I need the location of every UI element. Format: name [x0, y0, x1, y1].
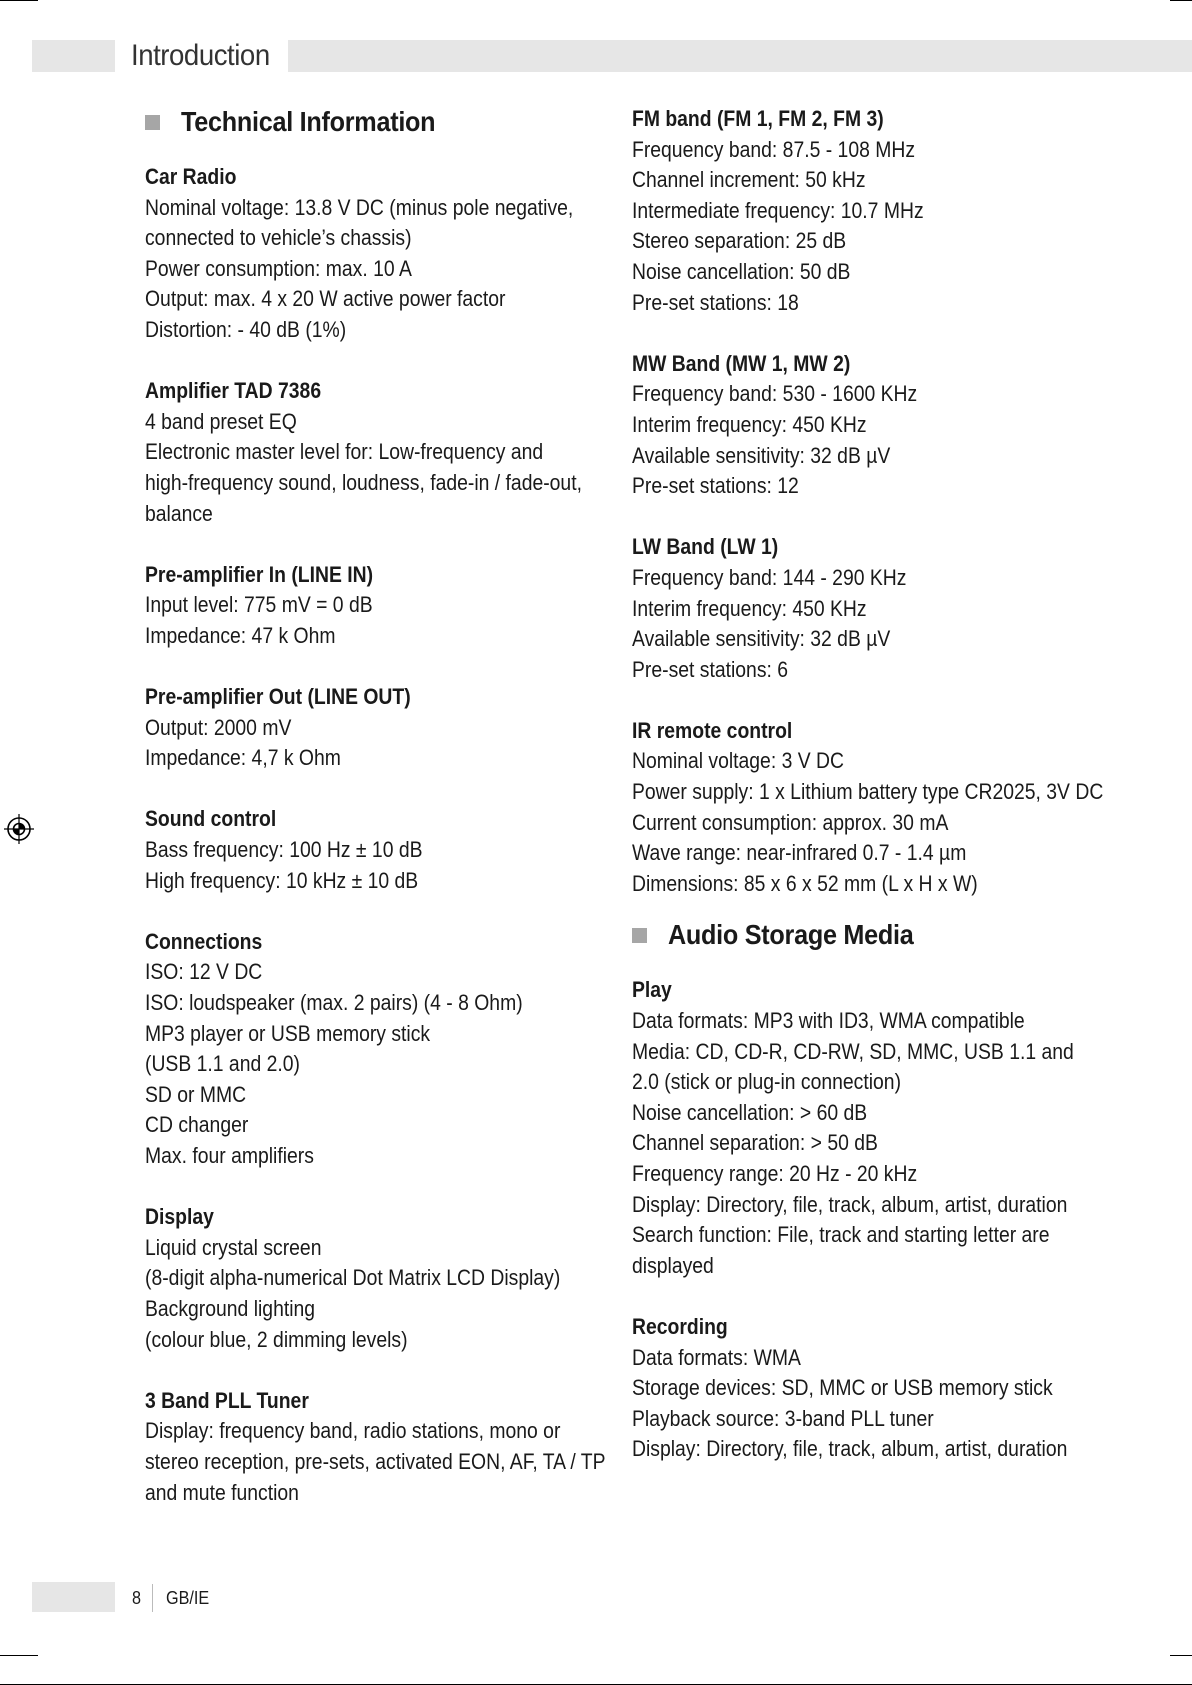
bullet-square-icon: [632, 928, 647, 943]
spec-line: Impedance: 47 k Ohm: [145, 622, 336, 648]
spec-line: Noise cancellation: > 60 dB: [632, 1099, 868, 1125]
spec-line: Data formats: WMA: [632, 1344, 801, 1370]
spec-line: Liquid crystal screen: [145, 1234, 322, 1260]
spec-block-title: Sound control: [145, 806, 277, 832]
spec-line: Current consumption: approx. 30 mA: [632, 809, 949, 835]
spec-line: MP3 player or USB memory stick: [145, 1020, 431, 1046]
crop-mark: [0, 1655, 38, 1656]
spec-line: and mute function: [145, 1479, 299, 1505]
spec-line: Playback source: 3-band PLL tuner: [632, 1405, 934, 1431]
left-column: [145, 100, 615, 1508]
spec-line: ISO: 12 V DC: [145, 959, 263, 985]
spec-line: SD or MMC: [145, 1081, 247, 1107]
spec-line: 2.0 (stick or plug-in connection): [632, 1069, 902, 1095]
spec-line: Dimensions: 85 x 6 x 52 mm (L x H x W): [632, 870, 978, 896]
spec-block: [632, 1312, 1092, 1465]
spec-line: displayed: [632, 1252, 714, 1278]
region-code: GB/IE: [166, 1588, 210, 1608]
spec-line: high-frequency sound, loudness, fade-in / fade-out,: [145, 469, 582, 495]
spec-line: Available sensitivity: 32 dB µV: [632, 442, 891, 468]
spec-block-title: Amplifier TAD 7386: [145, 378, 322, 404]
spec-block: [145, 1386, 615, 1508]
header-bar: [32, 40, 115, 72]
spec-line: Electronic master level for: Low-frequency and: [145, 439, 544, 465]
spec-block-title: Connections: [145, 928, 263, 954]
spec-line: Channel separation: > 50 dB: [632, 1130, 878, 1156]
spec-block: [145, 376, 615, 529]
spec-line: Power supply: 1 x Lithium battery type CR2025, 3V DC: [632, 779, 1104, 805]
spec-block-title: MW Band (MW 1, MW 2): [632, 350, 851, 376]
spec-block-title: FM band (FM 1, FM 2, FM 3): [632, 106, 884, 131]
spec-line: Pre-set stations: 18: [632, 289, 799, 315]
spec-line: Output: 2000 mV: [145, 714, 292, 740]
spec-line: Frequency range: 20 Hz - 20 kHz: [632, 1161, 918, 1186]
spec-block: [632, 104, 1092, 318]
spec-block-title: Pre-amplifier Out (LINE OUT): [145, 684, 411, 710]
spec-line: Pre-set stations: 12: [632, 473, 799, 499]
spec-line: Channel increment: 50 kHz: [632, 167, 866, 193]
crop-mark: [1170, 0, 1192, 1]
section-heading-technical-information: [145, 100, 615, 144]
spec-block: [632, 349, 1092, 502]
spec-block-title: Pre-amplifier In (LINE IN): [145, 561, 374, 587]
spec-line: Display: frequency band, radio stations, mono or: [145, 1418, 561, 1444]
spec-blocks: [632, 104, 1104, 899]
header-bar: [288, 40, 1192, 72]
spec-block: [632, 532, 1092, 685]
spec-line: Pre-set stations: 6: [632, 656, 789, 682]
spec-line: Output: max. 4 x 20 W active power factor: [145, 286, 506, 312]
spec-line: Frequency band: 530 - 1600 KHz: [632, 381, 918, 407]
spec-blocks: [632, 975, 1092, 1465]
spec-line: Display: Directory, file, track, album, artist, duration: [632, 1191, 1068, 1217]
spec-line: 4 band preset EQ: [145, 408, 297, 434]
section-heading-text: Audio Storage Media: [668, 919, 914, 951]
spec-block-title: Recording: [632, 1313, 728, 1339]
spec-line: Storage devices: SD, MMC or USB memory stick: [632, 1375, 1053, 1401]
spec-line: Max. four amplifiers: [145, 1143, 314, 1168]
spec-block: [145, 1202, 615, 1355]
spec-block-title: 3 Band PLL Tuner: [145, 1387, 309, 1413]
crop-mark: [0, 0, 38, 1]
spec-line: Frequency band: 144 - 290 KHz: [632, 564, 907, 590]
spec-line: Frequency band: 87.5 - 108 MHz: [632, 136, 916, 162]
spec-line: Intermediate frequency: 10.7 MHz: [632, 197, 924, 223]
spec-line: Media: CD, CD-R, CD-RW, SD, MMC, USB 1.1 and: [632, 1038, 1074, 1064]
spec-line: Background lighting: [145, 1295, 316, 1321]
spec-line: CD changer: [145, 1112, 249, 1138]
spec-block: [145, 804, 615, 896]
right-column: [632, 100, 1104, 1465]
spec-blocks: [145, 162, 615, 1508]
section-heading-audio-storage-media: [632, 913, 1092, 957]
spec-line: Data formats: MP3 with ID3, WMA compatible: [632, 1008, 1025, 1034]
spec-line: Impedance: 4,7 k Ohm: [145, 745, 341, 771]
spec-line: Distortion: - 40 dB (1%): [145, 316, 347, 342]
spec-block: [145, 682, 615, 774]
spec-block: [632, 975, 1092, 1281]
spec-block-title: Play: [632, 977, 672, 1003]
spec-block-title: IR remote control: [632, 717, 793, 743]
spec-line: Noise cancellation: 50 dB: [632, 258, 851, 284]
spec-line: (USB 1.1 and 2.0): [145, 1051, 300, 1077]
spec-line: connected to vehicle’s chassis): [145, 225, 412, 251]
spec-line: Bass frequency: 100 Hz ± 10 dB: [145, 837, 423, 863]
spec-line: Available sensitivity: 32 dB µV: [632, 626, 891, 652]
spec-line: Interim frequency: 450 KHz: [632, 411, 867, 437]
spec-block-title: Display: [145, 1204, 214, 1230]
crop-mark: [1170, 1655, 1192, 1656]
spec-block-title: LW Band (LW 1): [632, 534, 779, 560]
spec-line: Nominal voltage: 13.8 V DC (minus pole negative,: [145, 194, 574, 220]
spec-block: [145, 560, 615, 652]
footer-bar: [32, 1582, 115, 1612]
footer-divider: [152, 1584, 153, 1612]
spec-line: ISO: loudspeaker (max. 2 pairs) (4 - 8 Ohm): [145, 990, 523, 1016]
spec-block: [145, 162, 615, 346]
spec-line: Input level: 775 mV = 0 dB: [145, 592, 373, 618]
spec-line: balance: [145, 500, 213, 526]
spec-block: [145, 927, 615, 1172]
spec-line: Stereo separation: 25 dB: [632, 228, 847, 254]
spec-line: Power consumption: max. 10 A: [145, 255, 412, 281]
spec-block-title: Car Radio: [145, 164, 237, 189]
spec-line: stereo reception, pre-sets, activated EON, AF, TA / TP: [145, 1448, 606, 1474]
page-header-title: Introduction: [131, 39, 270, 72]
spec-line: Interim frequency: 450 KHz: [632, 595, 867, 621]
spec-block: [632, 716, 1104, 900]
bullet-square-icon: [145, 115, 160, 130]
section-heading-text: Technical Information: [181, 106, 436, 137]
spec-line: Nominal voltage: 3 V DC: [632, 748, 844, 774]
spec-line: (8-digit alpha-numerical Dot Matrix LCD Display): [145, 1265, 561, 1291]
spec-line: (colour blue, 2 dimming levels): [145, 1326, 408, 1352]
spec-line: Search function: File, track and starting letter are: [632, 1222, 1050, 1248]
spec-line: Display: Directory, file, track, album, artist, duration: [632, 1436, 1068, 1462]
page-number: 8: [132, 1588, 142, 1608]
spec-line: Wave range: near-infrared 0.7 - 1.4 µm: [632, 840, 967, 866]
spec-line: High frequency: 10 kHz ± 10 dB: [145, 867, 419, 893]
registration-mark-icon: [4, 814, 34, 844]
